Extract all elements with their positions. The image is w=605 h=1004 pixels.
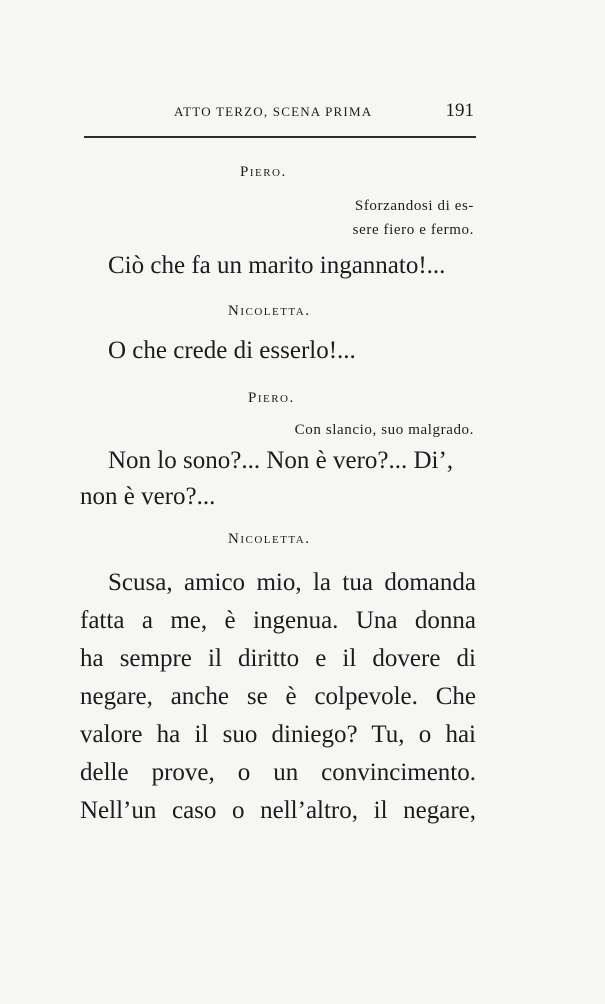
speaker-name: Piero. xyxy=(240,164,287,180)
speech-line: valore ha il suo diniego? Tu, o hai xyxy=(80,721,476,748)
speech-line: Ciò che fa un marito ingannato!... xyxy=(108,252,446,279)
speech-line: non è vero?... xyxy=(80,483,216,510)
running-title: ATTO TERZO, SCENA PRIMA xyxy=(174,104,373,119)
stage-direction-line: Sforzandosi di es- xyxy=(354,198,474,214)
header-rule xyxy=(84,136,476,138)
stage-direction-line: Con slancio, suo malgrado. xyxy=(294,422,474,438)
speaker-name: Piero. xyxy=(248,390,295,406)
speech-line: ha sempre il diritto e il dovere di xyxy=(80,645,476,672)
speech-line: Nell’un caso o nell’altro, il negare, xyxy=(80,797,476,824)
speech-line: O che crede di esserlo!... xyxy=(108,337,356,364)
speech-line: delle prove, o un convincimento. xyxy=(80,759,476,786)
page-number: 191 xyxy=(445,100,474,121)
speech-line: negare, anche se è colpevole. Che xyxy=(80,683,476,710)
speech-line: Non lo sono?... Non è vero?... Di’, xyxy=(108,447,454,474)
speech-line: fatta a me, è ingenua. Una donna xyxy=(80,607,476,634)
stage-direction-line: sere fiero e fermo. xyxy=(352,222,474,238)
running-head xyxy=(82,100,476,130)
speaker-name: Nicoletta. xyxy=(228,531,311,547)
speech-line: Scusa, amico mio, la tua domanda xyxy=(108,569,476,596)
speaker-name: Nicoletta. xyxy=(228,303,311,319)
